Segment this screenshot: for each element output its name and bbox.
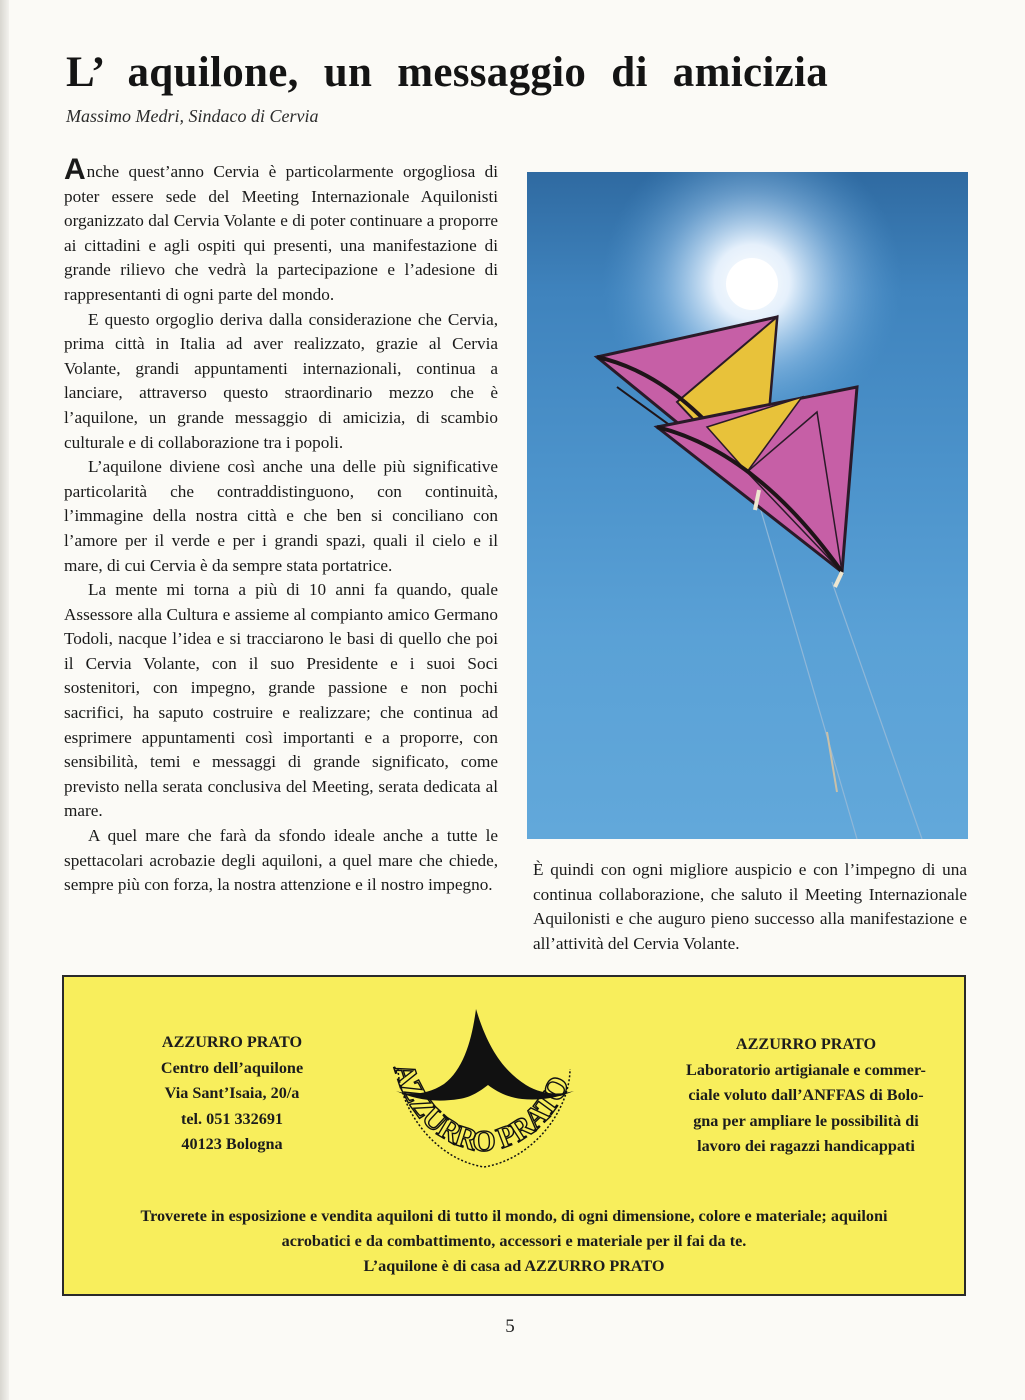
article-left-column [64, 153, 498, 898]
ad-tagline-line-3: L’aquilone è di casa ad AZZURRO PRATO [363, 1257, 665, 1275]
kite-photo [527, 172, 968, 839]
ad-tagline-line-1: Troverete in esposizione e vendita aquiloni di tutto il mondo, di ogni dimensione, colore e materiale; aquiloni [140, 1207, 888, 1225]
article-closing-paragraph: È quindi con ogni migliore auspicio e con l’impegno di una continua collaborazione, che saluto il Meeting Internazionale Aquilonisti e che auguro pieno successo alla manifestazione e all’attività del Cervia Volante. [533, 860, 967, 953]
ad-lab-line-1: Laboratorio artigianale e commer- [686, 1060, 926, 1079]
sun [726, 258, 778, 310]
ad-lab-name: AZZURRO PRATO [735, 1035, 877, 1053]
azzurro-prato-logo [384, 999, 584, 1184]
ad-shop-name: AZZURRO PRATO [161, 1033, 303, 1051]
ad-tagline-line-2: acrobatici e da combattimento, accessori e materiale per il fai da te. [281, 1232, 747, 1250]
article-paragraph-4: La mente mi torna a più di 10 anni fa quando, quale Assessore alla Cultura e assieme al compianto amico Germano Todoli, nacque l’idea e si tracciarono le basi di quello che poi il Cervia Volante, con il suo Presidente e i suoi Soci sostenitori, con impegno, grande passione e non pochi sacrifici, ha saputo costruire e realizzare; che continua ad esprimere appuntamenti così importanti e a proporre, con sensibilità, temi e messaggi di grande significato, come previsto nella serata conclusiva del Meeting, serata dedicata al mare. [64, 580, 498, 821]
ad-shop-address [122, 1030, 342, 1158]
ad-tagline [74, 1204, 954, 1279]
article-byline: Massimo Medri, Sindaco di Cervia [66, 106, 319, 126]
ad-lab-line-2: ciale voluto dall’ANFFAS di Bolo- [688, 1086, 924, 1104]
azzurro-prato-advertisement [62, 975, 966, 1296]
ad-lab-line-3: gna per ampliare le possibilità di [693, 1111, 919, 1130]
ad-lab-line-4: lavoro dei ragazzi handicappati [697, 1137, 915, 1155]
ad-shop-city: 40123 Bologna [181, 1135, 283, 1153]
ad-shop-street: Via Sant’Isaia, 20/a [164, 1084, 300, 1102]
article-paragraph-2: E questo orgoglio deriva dalla considerazione che Cervia, prima città in Italia ad aver realizzato, grazie al Cervia Volante, grandi appuntamenti internazionali, continua a lanciare, attraverso questo straordinario mezzo che è l’aquilone, un grande messaggio di amicizia, di scambio culturale e di collaborazione tra i popoli. [64, 309, 498, 452]
kite-photo-illustration [527, 172, 968, 839]
article-paragraph-1-text: nche quest’anno Cervia è particolarmente orgogliosa di poter essere sede del Meeting Internazionale Aquilonisti organizzato dal Cervia Volante e di poter continuare a proporre ai cittadini e agli ospiti qui presenti, una manifestazione di grande rilievo che vedrà la partecipazione e l’adesione di rappresentanti di ogni parte del mondo. [64, 162, 498, 304]
ad-lab-description [656, 1032, 956, 1160]
article-paragraph-5: A quel mare che farà da sfondo ideale anche a tutte le spettacolari acrobazie degli aquiloni, a quel mare che chiede, sempre più con forza, la nostra attenzione e il nostro impegno. [64, 826, 498, 895]
ad-shop-subtitle: Centro dell’aquilone [160, 1058, 304, 1077]
article-paragraph-3: L’aquilone diviene così anche una delle più significative particolarità che contraddistinguono, con continuità, l’immagine della nostra città e che ben si conciliano con l’amore per il verde e per i grandi spazi, quali il cielo e il mare, di cui Cervia è da sempre stata portatrice. [64, 457, 498, 575]
page-number: 5 [505, 1316, 515, 1337]
ad-shop-phone: tel. 051 332691 [180, 1109, 284, 1128]
article-paragraph-1 [64, 153, 498, 308]
page-edge [0, 0, 9, 1400]
logo-text: AZZURRO PRATO [386, 1059, 576, 1159]
article-right-column [533, 858, 967, 956]
kite-line [827, 732, 837, 792]
drop-cap: A [64, 153, 86, 186]
article-title: L’ aquilone, un messaggio di amicizia [66, 49, 829, 96]
